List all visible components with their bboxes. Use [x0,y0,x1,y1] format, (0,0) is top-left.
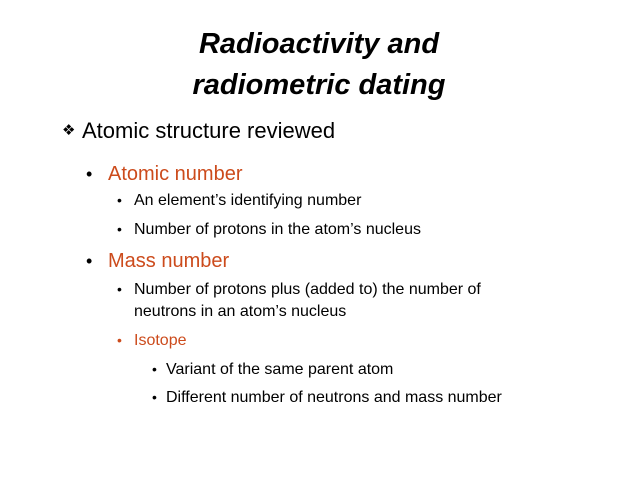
atomic-number-point-text: An element’s identifying number [134,192,362,209]
round-bullet-icon: • [117,221,122,237]
isotope-bullet [117,332,186,350]
diamond-bullet-icon: ❖ [62,122,76,139]
round-bullet-icon: • [117,192,122,208]
atomic-number-label: Atomic number [108,163,243,185]
round-bullet-icon: • [86,251,93,271]
round-bullet-icon: • [152,389,157,405]
slide-title [0,24,638,106]
round-bullet-icon: • [86,164,93,184]
round-bullet-icon: • [117,332,122,348]
isotope-label: Isotope [134,332,187,349]
main-bullet [62,118,335,144]
mass-number-label: Mass number [108,250,230,272]
sub-bullet-atomic-number [86,163,243,186]
mass-number-point [117,281,481,299]
main-bullet-text: Atomic structure reviewed [82,118,336,143]
round-bullet-icon: • [117,281,122,297]
atomic-number-point-1 [117,192,361,210]
isotope-point-text: Variant of the same parent atom [166,361,394,378]
round-bullet-icon: • [152,361,157,377]
isotope-point-2 [152,389,502,407]
atomic-number-point-text: Number of protons in the atom’s nucleus [134,221,421,238]
sub-bullet-mass-number [86,250,229,273]
title-line-2: radiometric dating [192,69,446,101]
mass-number-point-line-1: Number of protons plus (added to) the number of [134,281,481,298]
mass-number-point-continuation [134,303,346,321]
isotope-point-text: Different number of neutrons and mass number [166,389,502,406]
title-line-1: Radioactivity and [198,28,440,60]
mass-number-point-line-2: neutrons in an atom’s nucleus [134,303,347,320]
atomic-number-point-2 [117,221,421,239]
isotope-point-1 [152,361,393,379]
